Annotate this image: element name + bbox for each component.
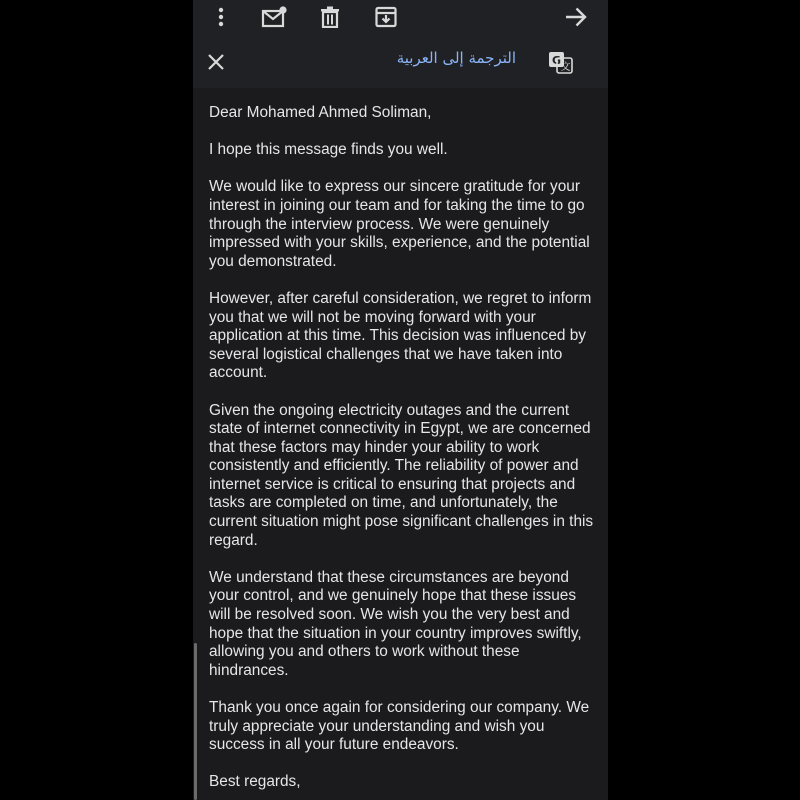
close-icon[interactable]: [204, 50, 228, 74]
mark-unread-icon[interactable]: [260, 4, 288, 30]
email-paragraph: Thank you once again for considering our company. We truly appreciate your understanding and wish you success in all your future endeavors.: [209, 699, 590, 754]
translate-bar: [193, 36, 608, 88]
email-closing: Best regards,: [209, 773, 301, 791]
email-body: [209, 104, 594, 800]
translate-icon[interactable]: [548, 50, 574, 74]
svg-text:G: G: [552, 54, 562, 67]
email-paragraph: I hope this message finds you well.: [209, 141, 448, 159]
svg-text:文: 文: [560, 62, 571, 73]
archive-icon[interactable]: [372, 4, 400, 30]
scrollbar[interactable]: [194, 643, 197, 800]
forward-arrow-icon[interactable]: [562, 4, 590, 30]
email-greeting: Dear Mohamed Ahmed Soliman,: [209, 104, 432, 121]
delete-icon[interactable]: [316, 4, 344, 30]
email-paragraph: However, after careful consideration, we regret to inform you that we will not be moving forward with your application at this time. This decision was influenced by several logistical challenges that we have taken into account.: [209, 289, 592, 382]
email-paragraph: We understand that these circumstances are beyond your control, and we genuinely hope that these issues will be resolved soon. We wish you the very best and hope that the situation in your country improves swiftly, allowing you and others to work without these hindrances.: [209, 568, 582, 679]
email-screen: [193, 0, 608, 800]
email-paragraph: Given the ongoing electricity outages and the current state of internet connectivity in Egypt, we are concerned that these factors may hinder your ability to work consistently and efficiently. The reliability of power and internet service is critical to ensuring that projects and tasks are completed on time, and unfortunately, the current situation might pose significant challenges in this regard.: [209, 401, 594, 549]
email-toolbar: [193, 0, 608, 36]
more-vert-icon[interactable]: [207, 4, 235, 30]
translate-to-arabic-link[interactable]: الترجمة إلى العربية: [396, 49, 516, 67]
email-paragraph: We would like to express our sincere gratitude for your interest in joining our team and for taking the time to go through the interview process. We were genuinely impressed with your skills, experience, and the potential you demonstrated.: [209, 178, 590, 270]
